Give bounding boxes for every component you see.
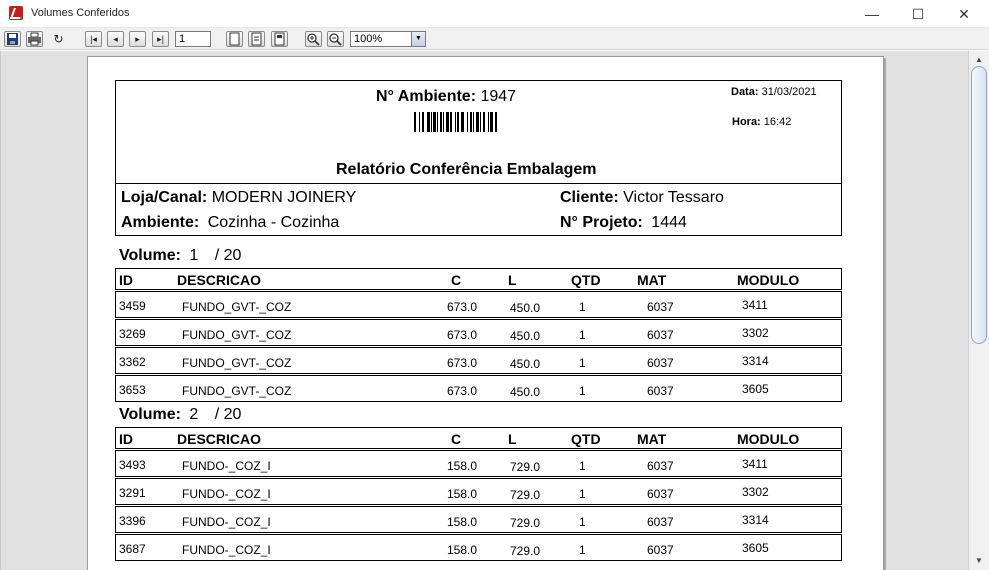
cell-qtd: 1: [579, 459, 586, 473]
last-page-icon[interactable]: ▸|: [152, 31, 169, 47]
cell-desc: FUNDO-_COZ_I: [182, 543, 271, 557]
cell-l: 729.0: [510, 516, 541, 530]
cell-l: 729.0: [510, 460, 541, 474]
cell-desc: FUNDO_GVT-_COZ: [182, 356, 292, 370]
cell-qtd: 1: [579, 300, 586, 314]
print-icon[interactable]: [26, 31, 43, 47]
cell-qtd: 1: [579, 328, 586, 342]
table-row: [115, 478, 842, 505]
table-row: [115, 375, 842, 402]
cell-id: 3269: [119, 327, 146, 341]
cell-desc: FUNDO_GVT-_COZ: [182, 328, 292, 342]
table-header: [115, 268, 842, 290]
col-mat: MAT: [637, 431, 667, 447]
cell-c: 673.0: [447, 300, 478, 314]
projeto: [560, 214, 687, 232]
col-id: ID: [119, 272, 133, 288]
cell-l: 450.0: [510, 385, 541, 399]
minimize-button[interactable]: —: [865, 6, 879, 22]
cliente: [560, 189, 724, 207]
cell-mat: 6037: [647, 515, 674, 529]
cell-id: 3459: [119, 299, 146, 313]
zoom-out-icon[interactable]: [327, 31, 344, 47]
next-page-icon[interactable]: ▸: [129, 31, 146, 47]
cell-id: 3362: [119, 355, 146, 369]
col-mat: MAT: [637, 272, 667, 288]
cell-modulo: 3302: [742, 326, 769, 340]
cell-modulo: 3411: [742, 457, 768, 471]
col-qtd: QTD: [571, 272, 601, 288]
cell-modulo: 3605: [742, 382, 769, 396]
cell-c: 158.0: [447, 515, 478, 529]
cell-c: 158.0: [447, 487, 478, 501]
cell-l: 450.0: [510, 329, 541, 343]
cliente-value: Victor Tessaro: [623, 189, 724, 206]
cell-id: 3493: [119, 458, 146, 472]
ambiente: [121, 214, 339, 232]
refresh-icon[interactable]: ↻: [53, 32, 64, 46]
volume-heading: [119, 247, 241, 265]
time-label: Hora:: [732, 116, 761, 128]
cell-modulo: 3605: [742, 541, 769, 555]
cell-mat: 6037: [647, 328, 674, 342]
col-id: ID: [119, 431, 133, 447]
cell-mat: 6037: [647, 543, 674, 557]
fit-width-icon[interactable]: [248, 31, 265, 47]
col-c: C: [451, 272, 462, 288]
cell-qtd: 1: [579, 356, 586, 370]
cell-mat: 6037: [647, 459, 674, 473]
scroll-thumb[interactable]: [971, 66, 987, 344]
barcode: [414, 112, 497, 132]
cell-c: 158.0: [447, 543, 478, 557]
cell-qtd: 1: [579, 543, 586, 557]
ambiente2-label: Ambiente:: [121, 214, 200, 231]
table-row: [115, 506, 842, 533]
table-row: [115, 534, 842, 561]
cell-desc: FUNDO-_COZ_I: [182, 515, 271, 529]
cell-modulo: 3314: [742, 354, 769, 368]
cell-desc: FUNDO-_COZ_I: [182, 487, 271, 501]
page-number-input[interactable]: 1: [175, 31, 211, 47]
loja-canal: [121, 189, 356, 207]
col-qtd: QTD: [571, 431, 601, 447]
cell-mat: 6037: [647, 300, 674, 314]
projeto-value: 1444: [651, 214, 687, 231]
cell-qtd: 1: [579, 487, 586, 501]
report-date: [731, 86, 817, 98]
cell-id: 3396: [119, 514, 146, 528]
table-row: [115, 347, 842, 374]
zoom-select[interactable]: [350, 31, 426, 47]
cell-desc: FUNDO_GVT-_COZ: [182, 384, 292, 398]
cell-l: 729.0: [510, 488, 541, 502]
cell-modulo: 3302: [742, 485, 769, 499]
cell-mat: 6037: [647, 356, 674, 370]
scroll-down-icon[interactable]: ▼: [975, 556, 983, 565]
date-label: Data:: [731, 86, 759, 98]
previous-page-icon[interactable]: ◂: [107, 31, 124, 47]
volume-total: / 20: [214, 247, 242, 264]
volume-total: / 20: [214, 406, 242, 423]
cell-id: 3687: [119, 542, 146, 556]
volume-number: 2: [189, 406, 199, 423]
cell-mat: 6037: [647, 487, 674, 501]
ambiente-number: [376, 88, 516, 106]
col-descricao: DESCRICAO: [177, 272, 262, 288]
col-c: C: [451, 431, 462, 447]
zoom-value: 100%: [354, 33, 383, 45]
window-titlebar: [0, 0, 989, 28]
col-l: L: [508, 431, 517, 447]
cell-desc: FUNDO_GVT-_COZ: [182, 300, 292, 314]
cliente-label: Cliente:: [560, 189, 619, 206]
cell-modulo: 3411: [742, 298, 768, 312]
volume-heading: [119, 406, 241, 424]
cell-qtd: 1: [579, 515, 586, 529]
table-row: [115, 291, 842, 318]
col-l: L: [508, 272, 517, 288]
loja-label: Loja/Canal:: [121, 189, 208, 206]
cell-c: 158.0: [447, 459, 478, 473]
cell-modulo: 3314: [742, 513, 769, 527]
projeto-label: N° Projeto:: [560, 214, 643, 231]
chevron-down-icon[interactable]: ▼: [411, 32, 425, 46]
cell-qtd: 1: [579, 384, 586, 398]
scroll-up-icon[interactable]: ▲: [975, 55, 983, 64]
single-page-icon[interactable]: [226, 31, 243, 47]
cell-mat: 6037: [647, 384, 674, 398]
cell-l: 450.0: [510, 357, 541, 371]
cell-c: 673.0: [447, 328, 478, 342]
cell-id: 3291: [119, 486, 146, 500]
app-icon: [9, 6, 23, 20]
table-row: [115, 319, 842, 346]
volume-label: Volume:: [119, 406, 181, 423]
save-icon[interactable]: [4, 31, 21, 47]
date-value: 31/03/2021: [761, 86, 817, 98]
cell-id: 3653: [119, 383, 146, 397]
cell-c: 673.0: [447, 384, 478, 398]
col-descricao: DESCRICAO: [177, 431, 262, 447]
loja-value: MODERN JOINERY: [211, 189, 357, 206]
report-toolbar: [0, 28, 989, 50]
window-title: Volumes Conferidos: [31, 7, 130, 19]
col-modulo: MODULO: [737, 272, 800, 288]
cell-desc: FUNDO-_COZ_I: [182, 459, 271, 473]
close-button[interactable]: ✕: [958, 6, 970, 22]
maximize-button[interactable]: ☐: [911, 6, 925, 22]
ambiente-value: 1947: [480, 88, 517, 105]
table-row: [115, 450, 842, 477]
fit-page-icon[interactable]: [271, 31, 288, 47]
report-time: [732, 116, 791, 128]
first-page-icon[interactable]: |◂: [85, 31, 102, 47]
volume-number: 1: [189, 247, 199, 264]
vertical-scrollbar[interactable]: [968, 51, 989, 570]
zoom-in-icon[interactable]: [305, 31, 322, 47]
ambiente2-value: Cozinha - Cozinha: [207, 214, 340, 231]
col-modulo: MODULO: [737, 431, 800, 447]
ambiente-label: N° Ambiente:: [376, 88, 477, 105]
report-title: Relatório Conferência Embalagem: [336, 161, 597, 178]
cell-c: 673.0: [447, 356, 478, 370]
table-header: [115, 427, 842, 449]
cell-l: 729.0: [510, 544, 541, 558]
cell-l: 450.0: [510, 301, 541, 315]
volume-label: Volume:: [119, 247, 181, 264]
time-value: 16:42: [763, 116, 792, 128]
